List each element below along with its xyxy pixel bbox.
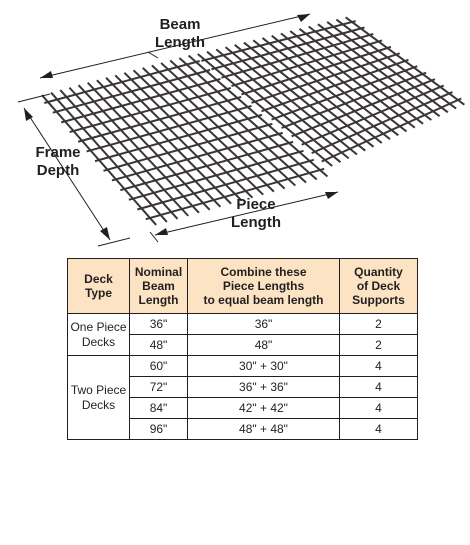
frame-depth-label: Frame Depth — [35, 144, 81, 179]
header-deck-type: Deck Type — [68, 259, 130, 314]
header-nominal-beam-length: Nominal Beam Length — [130, 259, 188, 314]
quantity-cell: 4 — [340, 419, 418, 440]
table-row — [68, 314, 418, 335]
piece-lengths-cell: 42" + 42" — [188, 398, 340, 419]
cross-wire — [290, 31, 415, 128]
header-combine-piece-lengths: Combine these Piece Lengths to equal beam length — [188, 259, 340, 314]
beam-length-cell: 48" — [130, 335, 188, 356]
piece-lengths-cell: 48" — [188, 335, 340, 356]
deck-type-cell: Two Piece Decks — [68, 356, 130, 440]
beam-length-cell: 72" — [130, 377, 188, 398]
quantity-cell: 4 — [340, 377, 418, 398]
table-row — [68, 356, 418, 377]
piece-length-label: Piece Length — [231, 196, 281, 231]
beam-length-cell: 60" — [130, 356, 188, 377]
beam-length-label: Beam Length — [155, 16, 205, 51]
quantity-cell: 4 — [340, 398, 418, 419]
quantity-cell: 2 — [340, 314, 418, 335]
wire-deck-panel-right — [198, 17, 465, 166]
deck-support-table — [67, 258, 418, 440]
deck-type-cell: One Piece Decks — [68, 314, 130, 356]
beam-length-cell: 84" — [130, 398, 188, 419]
piece-lengths-cell: 30" + 30" — [188, 356, 340, 377]
piece-lengths-cell: 36" + 36" — [188, 377, 340, 398]
table-header-row — [68, 259, 418, 314]
beam-length-cell: 96" — [130, 419, 188, 440]
header-quantity-deck-supports: Quantity of Deck Supports — [340, 259, 418, 314]
quantity-cell: 2 — [340, 335, 418, 356]
piece-lengths-cell: 36" — [188, 314, 340, 335]
piece-lengths-cell: 48" + 48" — [188, 419, 340, 440]
quantity-cell: 4 — [340, 356, 418, 377]
beam-length-cell: 36" — [130, 314, 188, 335]
